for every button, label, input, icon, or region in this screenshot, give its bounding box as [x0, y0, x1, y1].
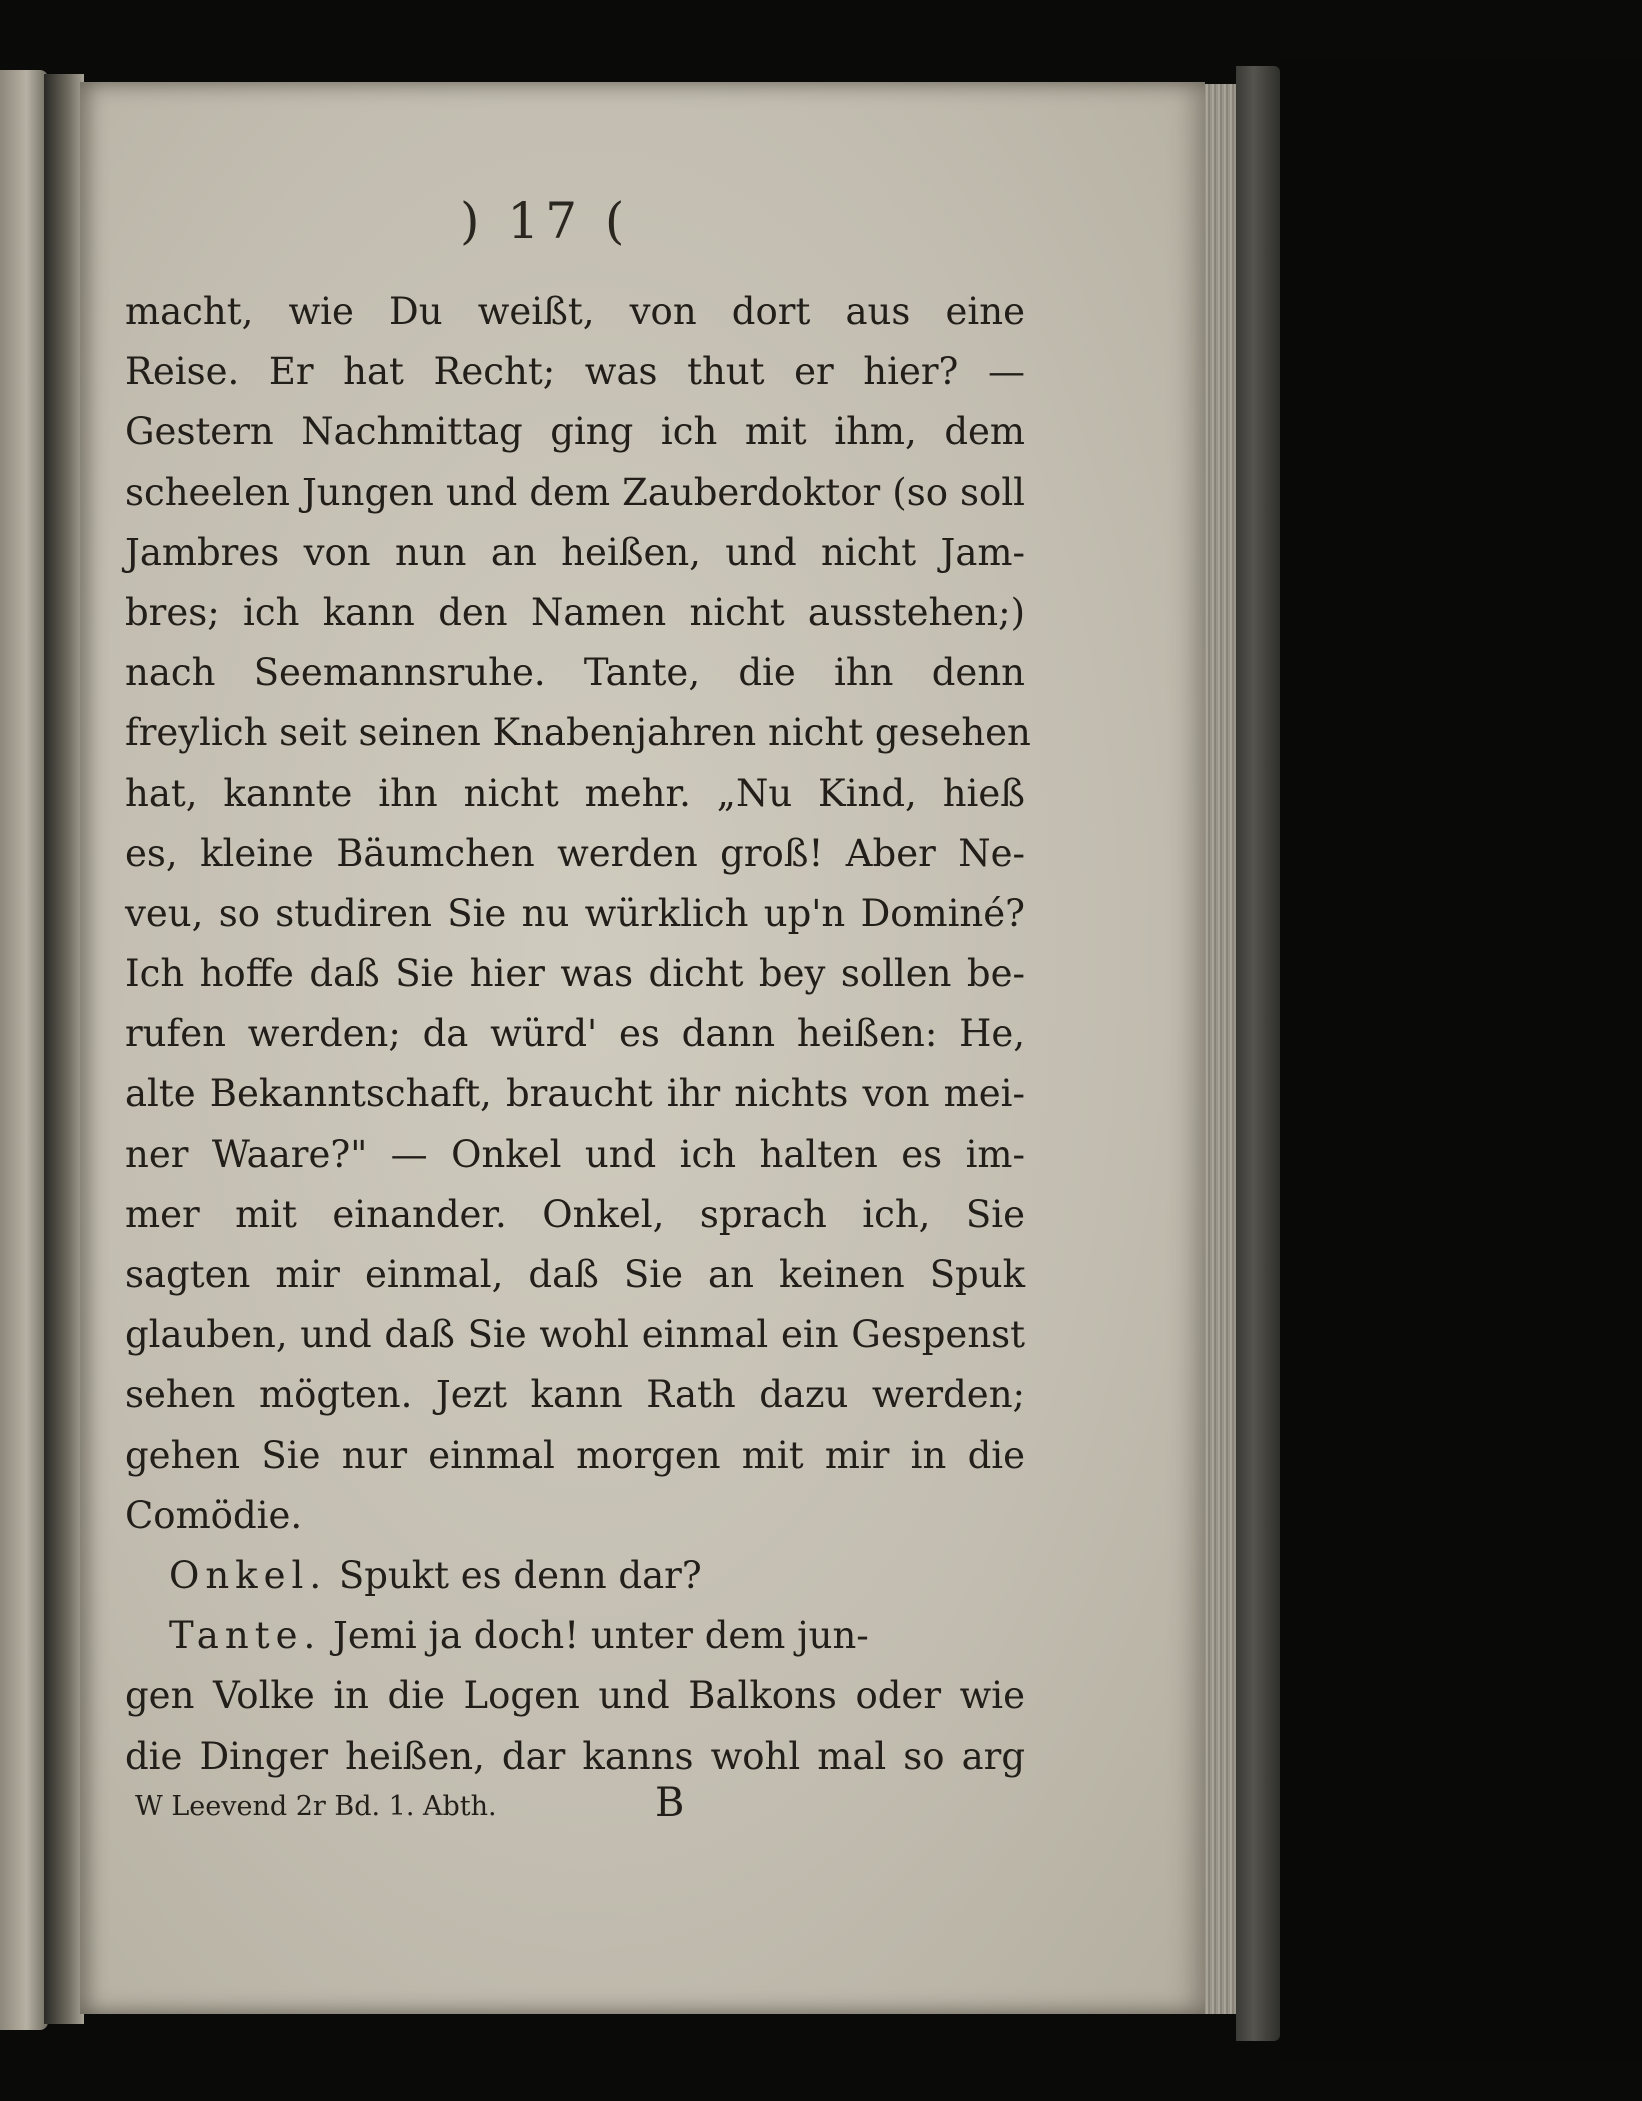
text-line: Jambres von nun an heißen, und nicht Jam-: [125, 530, 1025, 574]
text-line: nach Seemannsruhe. Tante, die ihn denn: [125, 651, 1025, 695]
background: [1280, 60, 1642, 2060]
book-page: [80, 82, 1205, 2014]
text-line: Reise. Er hat Recht; was thut er hier? —: [125, 350, 1025, 394]
book-gutter: [44, 74, 84, 2024]
text-line: sagten mir einmal, daß Sie an keinen Spuk: [125, 1253, 1025, 1296]
text-line: glauben, und daß Sie wohl einmal ein Gespenst: [125, 1313, 1025, 1357]
page-number: ) 17 (: [460, 192, 631, 250]
dialogue-line: [125, 1606, 1025, 1666]
text-line: mer mit einander. Onkel, sprach ich, Sie: [125, 1192, 1025, 1236]
text-line: Ich hoffe daß Sie hier was dicht bey sollen be-: [125, 952, 1025, 996]
text-line: alte Bekanntschaft, braucht ihr nichts von mei-: [125, 1072, 1025, 1116]
text-line: Gestern Nachmittag ging ich mit ihm, dem: [125, 410, 1025, 454]
sheet-mark: B: [655, 1780, 685, 1826]
speech-text: Spukt es denn dar?: [338, 1553, 702, 1597]
left-page-edge: [0, 70, 48, 2030]
page-text: [125, 282, 1031, 1787]
page-edges: [1205, 84, 1239, 2014]
dialogue-line: [125, 1546, 1025, 1606]
speaker-name: Onkel.: [169, 1553, 328, 1597]
text-line: rufen werden; da würd' es dann heißen: He,: [125, 1012, 1025, 1056]
speaker-name: Tante.: [169, 1614, 322, 1658]
text-line: bres; ich kann den Namen nicht ausstehen;): [125, 590, 1025, 634]
text-line: gehen Sie nur einmal morgen mit mir in die: [125, 1433, 1025, 1477]
text-line: macht, wie Du weißt, von dort aus eine: [125, 290, 1025, 333]
text-line: die Dinger heißen, dar kanns wohl mal so arg: [125, 1734, 1025, 1778]
page-footer: [135, 1782, 835, 1832]
text-line: freylich seit seinen Knabenjahren nicht gesehen: [125, 711, 1031, 755]
text-line: Comödie.: [125, 1493, 303, 1537]
text-line: scheelen Jungen und dem Zauberdoktor (so soll: [125, 470, 1025, 514]
printer-signature: W Leevend 2r Bd. 1. Abth.: [135, 1791, 497, 1822]
text-line: es, kleine Bäumchen werden groß! Aber Ne-: [125, 831, 1025, 875]
text-line: hat, kannte ihn nicht mehr. „Nu Kind, hieß: [125, 771, 1025, 815]
text-line: veu, so studiren Sie nu würklich up'n Dominé?: [125, 891, 1025, 935]
text-line: ner Waare?" — Onkel und ich halten es im-: [125, 1132, 1025, 1176]
text-line: gen Volke in die Logen und Balkons oder wie: [125, 1674, 1025, 1718]
text-line: sehen mögten. Jezt kann Rath dazu werden;: [125, 1373, 1025, 1417]
book-cover-edge: [1236, 66, 1280, 2041]
speech-text: Jemi ja doch! unter dem jun-: [333, 1614, 869, 1658]
